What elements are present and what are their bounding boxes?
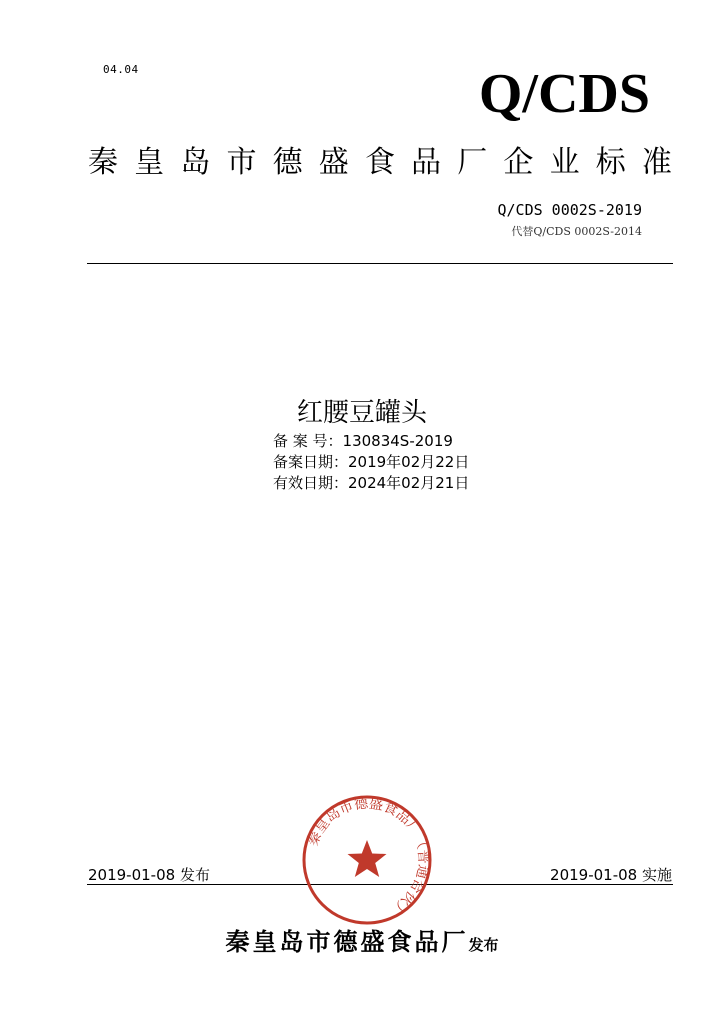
replaces-standard: 代替Q/CDS 0002S-2014 — [511, 225, 642, 238]
org-title-char: 岛 — [180, 145, 211, 180]
org-title-char: 食 — [364, 145, 395, 180]
org-title-char: 秦 — [88, 145, 118, 180]
org-title-char: 盛 — [318, 145, 349, 180]
org-title-char: 标 — [595, 145, 626, 180]
org-title-char: 业 — [549, 145, 580, 180]
corner-code: 04.04 — [103, 63, 139, 76]
issue-date: 2019-01-08 发布 — [88, 866, 210, 884]
filing-date: 备案日期：2019年02月22日 — [273, 453, 470, 471]
star-icon — [348, 840, 387, 877]
org-title-char: 企 — [503, 145, 534, 180]
top-divider — [87, 263, 673, 264]
effective-date: 2019-01-08 实施 — [550, 866, 672, 884]
org-title-char: 市 — [226, 145, 257, 180]
org-title-char: 皇 — [134, 145, 165, 180]
org-title-char: 准 — [641, 145, 672, 180]
org-title-char: 厂 — [457, 145, 488, 180]
org-title-char: 德 — [272, 145, 303, 180]
company-seal — [300, 793, 434, 927]
document-title: 红腰豆罐头 — [296, 398, 427, 428]
standard-number: Q/CDS 0002S-2019 — [497, 201, 642, 219]
org-standard-title — [88, 143, 672, 183]
filing-number: 备 案 号：130834S-2019 — [273, 432, 453, 450]
standard-logo: Q/CDS — [478, 63, 650, 125]
publisher-line — [0, 922, 724, 957]
valid-until: 有效日期：2024年02月21日 — [273, 474, 470, 492]
publisher-name: 秦皇岛市德盛食品厂 — [225, 927, 469, 956]
publisher-suffix: 发布 — [468, 936, 499, 954]
seal-text: 秦皇岛市德盛食品厂（普通合伙） — [305, 795, 432, 919]
org-title-char: 品 — [411, 145, 442, 180]
